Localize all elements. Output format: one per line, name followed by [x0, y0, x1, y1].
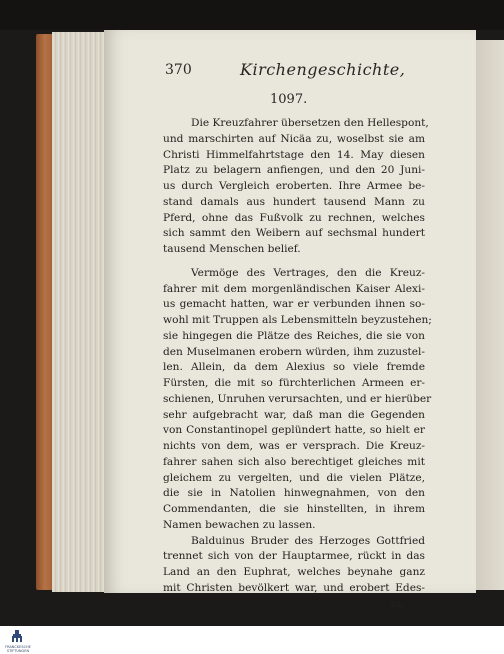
text-line: us gemacht hatten, war er verbunden ihnen so- — [163, 298, 425, 311]
text-line: Namen bewachen zu lassen. — [163, 518, 316, 531]
text-line: schienen, Unruhen verursachten, und er hierüber — [163, 392, 432, 405]
text-line: von Constantinopel geplündert hatte, so hielt er — [163, 424, 425, 437]
text-line: stand damals aus hundert tausend Mann zu — [163, 195, 425, 208]
page-header — [165, 62, 465, 84]
text-line: Fürsten, die mit so fürchterlichen Armeen er- — [163, 377, 425, 389]
text-line: trennet sich von der Hauptarmee, rückt in das — [163, 550, 425, 563]
year-marginal: 1097. — [270, 92, 308, 107]
text-line: Die Kreuzfahrer übersetzen den Hellespont, — [191, 117, 429, 129]
text-line: Land an den Euphrat, welches beynahe ganz — [163, 566, 425, 578]
facing-page-edge — [472, 40, 504, 590]
text-line: Platz zu belagern anfiengen, und den 20 Juni- — [163, 164, 425, 177]
text-line: fahrer sahen sich also berechtiget gleiches mit — [163, 455, 425, 468]
paragraph-3 — [163, 534, 425, 597]
text-line: sich sammt den Weibern auf sechsmal hundert — [163, 227, 425, 240]
text-line: nichts von dem, was er versprach. Die Kreuz- — [163, 440, 425, 452]
text-line: Vermöge des Vertrages, den die Kreuz- — [191, 266, 425, 279]
paragraph-1 — [163, 116, 429, 258]
running-title: Kirchengeschichte, — [240, 60, 406, 79]
text-line: Balduinus Bruder des Herzoges Gottfried — [191, 534, 425, 547]
catchword: sa, — [389, 597, 405, 610]
text-line: us durch Vergleich eroberten. Ihre Armee be- — [163, 180, 425, 192]
scan-backdrop — [0, 0, 504, 30]
text-line: gleichem zu vergelten, und die vielen Plätze, — [163, 471, 425, 484]
text-line: sie hingegen die Plätze des Reiches, die sie von — [163, 329, 425, 342]
text-line: Christi Himmelfahrtstage den 14. May diesen — [163, 148, 425, 161]
text-line: sehr aufgebracht war, daß man die Gegenden — [163, 408, 425, 421]
logo-caption: FRANCKESCHE STIFTUNGEN — [5, 645, 31, 653]
page-number: 370 — [165, 62, 192, 78]
viewer-footer — [0, 626, 504, 654]
text-line: und marschirten auf Nicäa zu, woselbst sie am — [163, 132, 425, 145]
body-text — [163, 116, 432, 612]
page-stack-edges — [52, 32, 110, 592]
text-line: fahrer mit dem morgenländischen Kaiser Alexi- — [163, 282, 425, 295]
text-line: mit Christen bevölkert war, und erobert Edes- — [163, 581, 425, 594]
text-line: tausend Menschen belief. — [163, 243, 301, 255]
text-line: die sie in Natolien hinwegnahmen, von den — [163, 487, 425, 500]
text-line: len. Allein, da dem Alexius so viele fremde — [163, 361, 425, 374]
paragraph-2 — [163, 266, 432, 534]
text-line: wohl mit Truppen als Lebensmitteln beyzustehen; — [163, 314, 432, 326]
text-line: Commendanten, die sie hinstellten, in ihrem — [163, 503, 425, 515]
text-line: den Muselmanen erobern würden, ihm zuzustel- — [163, 345, 425, 358]
text-line: Pferd, ohne das Fußvolk zu rechnen, welches — [163, 211, 425, 224]
